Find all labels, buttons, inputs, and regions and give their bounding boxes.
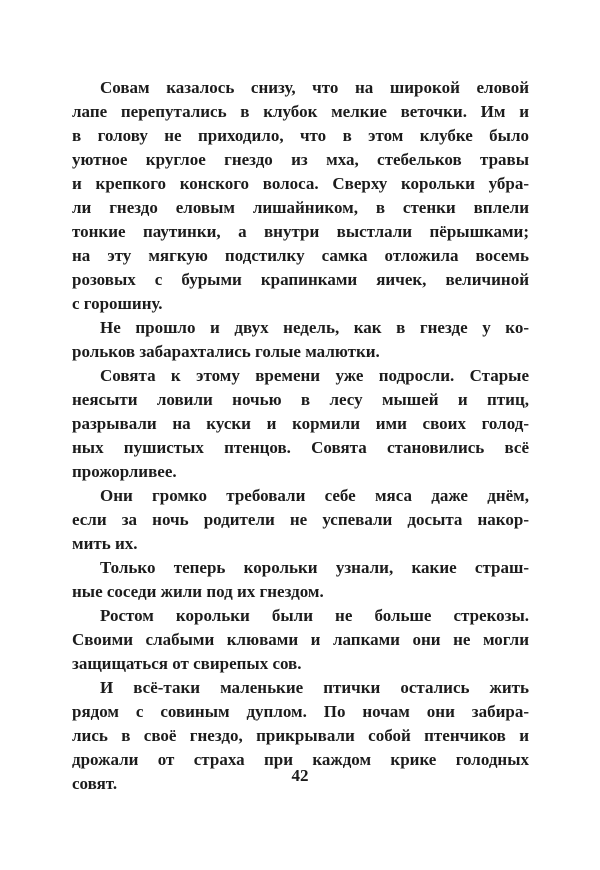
text-line: мить их. xyxy=(72,534,138,553)
text-line: с горошину. xyxy=(72,294,163,313)
text-line: Совята к этому времени уже подросли. Старые xyxy=(100,366,529,385)
paragraph xyxy=(72,556,529,604)
text-line: Ростом корольки были не больше стрекозы. xyxy=(100,606,529,625)
text-line: розовых с бурыми крапинками яичек, величиной xyxy=(72,270,529,289)
text-line: лись в своё гнездо, прикрывали собой птенчиков и xyxy=(72,726,529,745)
text-line: Своими слабыми клювами и лапками они не могли xyxy=(72,630,529,649)
text-line: И всё-таки маленькие птички остались жить xyxy=(100,678,529,697)
page-number: 42 xyxy=(291,766,309,785)
text-line: лапе перепутались в клубок мелкие веточки. Им и xyxy=(72,102,529,121)
text-line: рядом с совиным дуплом. По ночам они забира- xyxy=(72,702,529,721)
text-line: уютное круглое гнездо из мха, стебельков травы xyxy=(72,150,529,169)
text-line: Только теперь корольки узнали, какие страш- xyxy=(100,558,529,577)
paragraph xyxy=(72,364,529,484)
paragraph xyxy=(72,484,529,556)
text-line: Не прошло и двух недель, как в гнезде у ко- xyxy=(100,318,529,337)
text-line: и крепкого конского волоса. Сверху корольки убра- xyxy=(72,174,529,193)
text-line: неясыти ловили ночью в лесу мышей и птиц, xyxy=(72,390,529,409)
text-line: совят. xyxy=(72,774,118,793)
paragraph xyxy=(72,76,529,316)
book-page-body xyxy=(72,76,529,796)
text-line: Совам казалось снизу, что на широкой еловой xyxy=(100,78,529,97)
text-line: на эту мягкую подстилку самка отложила восемь xyxy=(72,246,529,265)
text-line: Они громко требовали себе мяса даже днём, xyxy=(100,486,529,505)
text-line: если за ночь родители не успевали досыта накор- xyxy=(72,510,529,529)
text-line: ные соседи жили под их гнездом. xyxy=(72,582,324,601)
text-line: разрывали на куски и кормили ими своих голод- xyxy=(72,414,529,433)
text-line: ли гнездо еловым лишайником, в стенки вплели xyxy=(72,198,529,217)
paragraph xyxy=(72,316,529,364)
text-line: в голову не приходило, что в этом клубке было xyxy=(72,126,529,145)
text-line: прожорливее. xyxy=(72,462,177,481)
text-line: рольков забарахтались голые малютки. xyxy=(72,342,380,361)
text-line: тонкие паутинки, а внутри выстлали пёрышками; xyxy=(72,222,529,241)
text-line: ных пушистых птенцов. Совята становились всё xyxy=(72,438,529,457)
text-line: защищаться от свирепых сов. xyxy=(72,654,302,673)
text-line: дрожали от страха при каждом крике голодных xyxy=(72,750,529,769)
paragraph xyxy=(72,604,529,676)
